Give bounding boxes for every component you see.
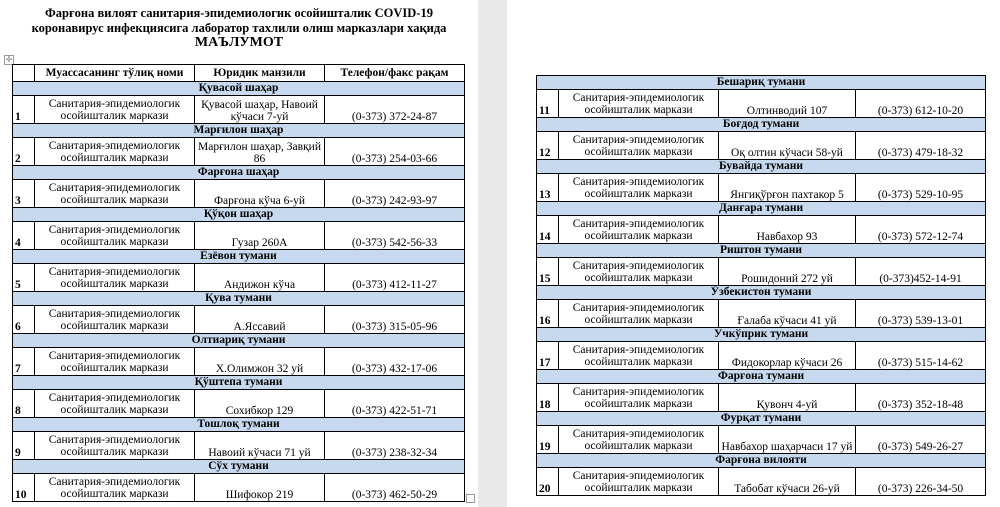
district-header-row <box>13 376 465 390</box>
row-number: 20 <box>537 468 559 496</box>
district-name: Ёзёвон тумани <box>13 250 465 264</box>
table-move-handle-icon[interactable]: ✢ <box>5 55 13 64</box>
district-header-row <box>13 208 465 222</box>
district-header-row <box>13 82 465 96</box>
legal-address: Х.Олимжон 32 уй <box>195 348 325 376</box>
institution-name: Санитария-эпидемиологик осойишталик маркази <box>559 384 719 412</box>
legal-address: Шифокор 219 <box>195 474 325 502</box>
institution-name: Санитария-эпидемиологик осойишталик маркази <box>35 474 195 502</box>
phone-number: (0-373) 238-32-34 <box>325 432 465 460</box>
institution-name: Санитария-эпидемиологик осойишталик маркази <box>35 180 195 208</box>
row-number: 18 <box>537 384 559 412</box>
institution-name: Санитария-эпидемиологик осойишталик маркази <box>35 306 195 334</box>
institution-name: Санитария-эпидемиологик осойишталик маркази <box>559 90 719 118</box>
phone-number: (0-373) 372-24-87 <box>325 96 465 124</box>
row-number: 11 <box>537 90 559 118</box>
table-row <box>13 138 465 166</box>
row-number: 5 <box>13 264 35 292</box>
right-table <box>536 75 986 496</box>
district-name: Қўштепа тумани <box>13 376 465 390</box>
district-header-row <box>13 292 465 306</box>
institution-name: Санитария-эпидемиологик осойишталик маркази <box>35 348 195 376</box>
row-number: 9 <box>13 432 35 460</box>
institution-name: Санитария-эпидемиологик осойишталик маркази <box>559 258 719 286</box>
institution-name: Санитария-эпидемиологик осойишталик маркази <box>35 222 195 250</box>
row-number: 1 <box>13 96 35 124</box>
header-number <box>13 65 35 82</box>
legal-address: Янгиқўрғон пахтакор 5 <box>719 174 856 202</box>
header-address: Юридик манзили <box>195 65 325 82</box>
institution-name: Санитария-эпидемиологик осойишталик маркази <box>559 300 719 328</box>
left-table-body <box>13 82 465 502</box>
document-page-left <box>0 0 478 507</box>
left-table <box>12 64 465 502</box>
document-title-heading: МАЪЛУМОТ <box>194 35 284 50</box>
district-name: Фарғона вилояти <box>537 454 986 468</box>
phone-number: (0-373) 612-10-20 <box>856 90 986 118</box>
legal-address: Қувасой шаҳар, Навоий кўчаси 7-уй <box>195 96 325 124</box>
row-number: 6 <box>13 306 35 334</box>
district-name: Боғдод тумани <box>537 118 986 132</box>
table-row <box>13 180 465 208</box>
legal-address: Марғилон шаҳар, Завқий 86 <box>195 138 325 166</box>
legal-address: Фарғона кўча 6-уй <box>195 180 325 208</box>
row-number: 4 <box>13 222 35 250</box>
table-row <box>537 258 986 286</box>
phone-number: (0-373) 479-18-32 <box>856 132 986 160</box>
institution-name: Санитария-эпидемиологик осойишталик маркази <box>559 216 719 244</box>
district-header-row <box>13 460 465 474</box>
legal-address: Андижон кўча <box>195 264 325 292</box>
district-name: Риштон тумани <box>537 244 986 258</box>
legal-address: Олтинводий 107 <box>719 90 856 118</box>
district-header-row <box>537 202 986 216</box>
table-row <box>537 300 986 328</box>
table-row <box>537 174 986 202</box>
institution-name: Санитария-эпидемиологик осойишталик маркази <box>559 468 719 496</box>
legal-address: Сохибкор 129 <box>195 390 325 418</box>
phone-number: (0-373) 549-26-27 <box>856 426 986 454</box>
row-number: 15 <box>537 258 559 286</box>
table-resize-handle-icon[interactable] <box>466 494 475 503</box>
table-row <box>13 474 465 502</box>
row-number: 19 <box>537 426 559 454</box>
district-header-row <box>13 418 465 432</box>
phone-number: (0-373) 315-05-96 <box>325 306 465 334</box>
phone-number: (0-373) 242-93-97 <box>325 180 465 208</box>
table-row <box>13 222 465 250</box>
phone-number: (0-373) 412-11-27 <box>325 264 465 292</box>
district-name: Фарғона шаҳар <box>13 166 465 180</box>
district-header-row <box>537 76 986 90</box>
phone-number: (0-373)452-14-91 <box>856 258 986 286</box>
institution-name: Санитария-эпидемиологик осойишталик маркази <box>35 138 195 166</box>
district-header-row <box>13 124 465 138</box>
phone-number: (0-373) 352-18-48 <box>856 384 986 412</box>
institution-name: Санитария-эпидемиологик осойишталик маркази <box>559 174 719 202</box>
district-name: Бувайда тумани <box>537 160 986 174</box>
phone-number: (0-373) 422-51-71 <box>325 390 465 418</box>
district-name: Данғара тумани <box>537 202 986 216</box>
district-header-row <box>537 370 986 384</box>
institution-name: Санитария-эпидемиологик осойишталик маркази <box>559 342 719 370</box>
district-name: Олтиариқ тумани <box>13 334 465 348</box>
district-name: Қува тумани <box>13 292 465 306</box>
legal-address: Оқ олтин кўчаси 58-уй <box>719 132 856 160</box>
table-row <box>13 432 465 460</box>
district-name: Фурқат тумани <box>537 412 986 426</box>
document-title-line-1: Фарғона вилоят санитария-эпидемиологик осойишталик COVID-19 <box>45 6 433 20</box>
district-name: Ўзбекистон тумани <box>537 286 986 300</box>
table-row <box>13 306 465 334</box>
document-page-right <box>507 0 1000 507</box>
legal-address: Қувонч 4-уй <box>719 384 856 412</box>
district-header-row <box>537 244 986 258</box>
table-row <box>537 426 986 454</box>
institution-name: Санитария-эпидемиологик осойишталик маркази <box>35 264 195 292</box>
district-name: Бешариқ тумани <box>537 76 986 90</box>
institution-name: Санитария-эпидемиологик осойишталик маркази <box>35 390 195 418</box>
row-number: 10 <box>13 474 35 502</box>
row-number: 3 <box>13 180 35 208</box>
phone-number: (0-373) 539-13-01 <box>856 300 986 328</box>
row-number: 8 <box>13 390 35 418</box>
header-phone: Телефон/факс рақам <box>325 65 465 82</box>
district-header-row <box>537 286 986 300</box>
header-name: Муассасанинг тўлиқ номи <box>35 65 195 82</box>
row-number: 16 <box>537 300 559 328</box>
table-row <box>13 390 465 418</box>
district-header-row <box>537 328 986 342</box>
table-row <box>537 468 986 496</box>
district-header-row <box>537 412 986 426</box>
phone-number: (0-373) 515-14-62 <box>856 342 986 370</box>
row-number: 12 <box>537 132 559 160</box>
institution-name: Санитария-эпидемиологик осойишталик маркази <box>35 96 195 124</box>
institution-name: Санитария-эпидемиологик осойишталик маркази <box>559 132 719 160</box>
document-title-line-2: коронавирус инфекциясига лаборатор тахлили олиш марказлари хақида <box>31 21 447 35</box>
legal-address: Навбахор 93 <box>719 216 856 244</box>
district-header-row <box>537 454 986 468</box>
institution-name: Санитария-эпидемиологик осойишталик маркази <box>35 432 195 460</box>
institution-name: Санитария-эпидемиологик осойишталик маркази <box>559 426 719 454</box>
right-table-body <box>537 76 986 496</box>
phone-number: (0-373) 529-10-95 <box>856 174 986 202</box>
row-number: 14 <box>537 216 559 244</box>
table-row <box>537 216 986 244</box>
table-row <box>13 348 465 376</box>
district-name: Сўх тумани <box>13 460 465 474</box>
legal-address: Гузар 260А <box>195 222 325 250</box>
table-header-row <box>13 65 465 82</box>
legal-address: Навоий кўчаси 71 уй <box>195 432 325 460</box>
district-header-row <box>13 334 465 348</box>
table-row <box>537 342 986 370</box>
district-name: Қувасой шаҳар <box>13 82 465 96</box>
table-row <box>13 264 465 292</box>
table-row <box>537 132 986 160</box>
legal-address: Фидокорлар кўчаси 26 <box>719 342 856 370</box>
district-header-row <box>537 160 986 174</box>
district-name: Марғилон шаҳар <box>13 124 465 138</box>
legal-address: Навбахор шаҳарчаси 17 уй <box>719 426 856 454</box>
district-header-row <box>13 166 465 180</box>
phone-number: (0-373) 432-17-06 <box>325 348 465 376</box>
district-name: Учкўприк тумани <box>537 328 986 342</box>
row-number: 13 <box>537 174 559 202</box>
phone-number: (0-373) 462-50-29 <box>325 474 465 502</box>
legal-address: Ғалаба кўчаси 41 уй <box>719 300 856 328</box>
table-row <box>13 96 465 124</box>
district-name: Тошлоқ тумани <box>13 418 465 432</box>
district-name: Қўқон шаҳар <box>13 208 465 222</box>
row-number: 17 <box>537 342 559 370</box>
row-number: 7 <box>13 348 35 376</box>
table-row <box>537 90 986 118</box>
phone-number: (0-373) 226-34-50 <box>856 468 986 496</box>
legal-address: А.Яссавий <box>195 306 325 334</box>
row-number: 2 <box>13 138 35 166</box>
district-header-row <box>13 250 465 264</box>
phone-number: (0-373) 542-56-33 <box>325 222 465 250</box>
district-header-row <box>537 118 986 132</box>
phone-number: (0-373) 254-03-66 <box>325 138 465 166</box>
legal-address: Рошидоний 272 уй <box>719 258 856 286</box>
legal-address: Табобат кўчаси 26-уй <box>719 468 856 496</box>
table-row <box>537 384 986 412</box>
district-name: Фарғона тумани <box>537 370 986 384</box>
phone-number: (0-373) 572-12-74 <box>856 216 986 244</box>
